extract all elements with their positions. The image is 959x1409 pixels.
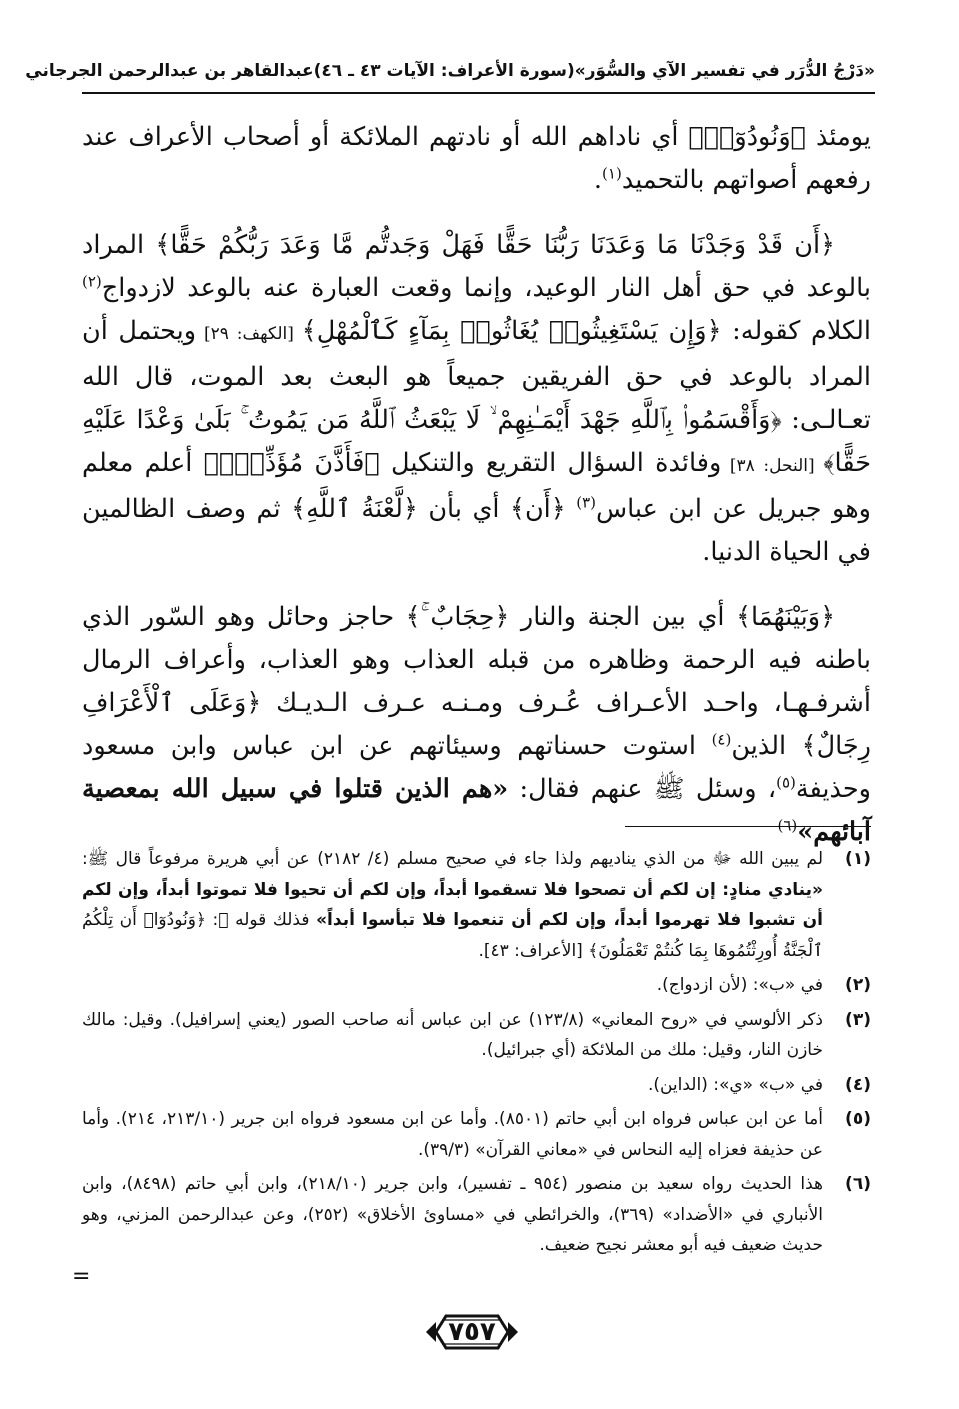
running-header	[25, 54, 875, 88]
footnote-6: (٦) هذا الحديث رواه سعيد بن منصور (٩٥٤ ـ تفسير)، وابن جرير (٢١٨/١٠)، وابن أبي حاتم (٨٤٩٨)، وابن الأنباري في «الأضداد» (٣٦٩)، والخرائطي في «مساوئ الأخلاق» (٢٥٢)، وعن عبدالرحمن المزني، وهو حديث ضعيف فيه أبو معشر نجيح ضعيف.	[82, 1169, 871, 1261]
quran-quote: ﴿وَإِن يَسْتَغِيثُوا۟ يُغَاثُوا۟ بِمَآءٍ كَٱلْمُهْلِ﴾	[301, 316, 722, 346]
quran-quote: ﴿وَبَيْنَهُمَا﴾	[736, 602, 836, 632]
header-author: عبدالقاهر بن عبدالرحمن الجرجاني	[25, 61, 314, 81]
footnotes	[82, 844, 871, 1265]
header-surah-range: (سورة الأعراف: الآيات ٤٣ ـ ٤٦)	[313, 61, 575, 81]
paragraph-2: ﴿أَن قَدْ وَجَدْنَا مَا وَعَدَنَا رَبُّنَا حَقًّا فَهَلْ وَجَدتُّم مَّا وَعَدَ رَبُّكُمْ حَقًّا﴾ المراد بالوعد في حق أهل النار الوعيد، وإنما وقعت العبارة عنه بالوعد لازدواج$^{(٢)}$ الكلام كقوله: ﴿وَإِن يَسْتَغِيثُوا۟ يُغَاثُوا۟ بِمَآءٍ كَٱلْمُهْلِ﴾ [الكهف: ٢٩] ويحتمل أن المراد بالوعد في حق الفريقين جميعاً هو البعث بعد الموت، قال الله تعـالـى: ﴿وَأَقْسَمُوا۟ بِٱللَّهِ جَهْدَ أَيْمَـٰنِهِمْ ۙ لَا يَبْعَثُ ٱللَّهُ مَن يَمُوتُ ۚ بَلَىٰ وَعْدًا عَلَيْهِ حَقًّا﴾ [النحل: ٣٨] وفائدة السؤال التقريع والتنكيل ﴿فَأَذَّنَ مُؤَذِّنٌۢ﴾ أعلم معلم وهو جبريل عن ابن عباس$^{(٣)}$ ﴿أَن﴾ أي بأن ﴿لَّعْنَةُ ٱللَّهِ﴾ ثم وصف الظالمين في الحياة الدنيا.	[82, 230, 872, 567]
footnote-number: (٥)	[845, 1109, 871, 1129]
quran-quote: ﴿لَّعْنَةُ ٱللَّهِ﴾	[291, 494, 418, 524]
main-text	[82, 116, 871, 854]
quran-quote: ﴿أَن﴾	[510, 494, 566, 524]
footnote-5: (٥) أما عن ابن عباس فرواه ابن أبي حاتم (٨٥٠١). وأما عن ابن مسعود فرواه ابن جرير (٢١٣/١٠، ٢١٤). وأما عن حذيفة فعزاه إليه النحاس في «معاني القرآن» (٣٩/٣).	[82, 1104, 871, 1165]
quran-quote: ﴿أَن قَدْ وَجَدْنَا مَا وَعَدَنَا رَبُّنَا حَقًّا فَهَلْ وَجَدتُّم مَّا وَعَدَ رَبُّكُمْ حَقًّا﴾	[155, 230, 835, 260]
footnote-number: (٦)	[845, 1174, 871, 1194]
header-book-title: «دَرْجُ الدُّرَر في تفسير الآي والسُّوَر»	[574, 61, 875, 81]
footnote-number: (٢)	[845, 975, 871, 995]
footnote-ref-3: (٣)	[576, 493, 597, 512]
surah-reference: [الأعراف: ٤٣].	[478, 940, 589, 961]
page-number-ornament	[422, 1310, 522, 1354]
quran-quote: ﴿وَنُودُوٓا۟ أَن تِلْكُمُ ٱلْجَنَّةُ أُورِثْتُمُوهَا بِمَا كُنتُمْ تَعْمَلُونَ﴾	[82, 910, 823, 961]
surah-reference: [النحل: ٣٨]	[721, 456, 824, 476]
footnote-ref-6: (٦)	[777, 816, 798, 835]
surah-reference: [الكهف: ٢٩]	[196, 324, 302, 344]
footnote-2: (٢) في «ب»: (لأن ازدواج).	[82, 970, 871, 1001]
quran-quote: ﴿وَعَلَى ٱلْأَعْرَافِ رِجَالٌ﴾	[82, 688, 871, 761]
footnote-separator	[625, 826, 871, 827]
footnote-ref-1: (١)	[602, 164, 622, 183]
footnote-1: (١) لم يبين الله ﷻ من الذي يناديهم ولذا جاء في صحيح مسلم (٤/ ٢١٨٢) عن أبي هريرة مرفوعاً قال ﷺ: «ينادي منادٍ: إن لكم أن تصحوا فلا تسقموا أبداً، وإن لكم أن تحيوا فلا تموتوا أبداً، وإن لكم أن تشبوا فلا تهرموا أبداً، وإن لكم أن تنعموا فلا تبأسوا أبداً» فذلك قوله ﷻ: ﴿وَنُودُوٓا۟ أَن تِلْكُمُ ٱلْجَنَّةُ أُورِثْتُمُوهَا بِمَا كُنتُمْ تَعْمَلُونَ﴾ [الأعراف: ٤٣].	[82, 844, 871, 966]
footnote-ref-2: (٢)	[82, 272, 102, 291]
quran-quote: ﴿فَأَذَّنَ مُؤَذِّنٌۢ﴾	[203, 448, 380, 478]
page-number: ٧٥٧	[448, 1317, 496, 1347]
hadith-quote: «ينادي منادٍ: إن لكم أن تصحوا فلا تسقموا أبداً، وإن لكم أن تحيوا فلا تموتوا أبداً، وإن لكم أن تشبوا فلا تهرموا أبداً، وإن لكم أن تنعموا فلا تبأسوا أبداً»	[82, 879, 823, 930]
header-rule	[82, 92, 875, 94]
quran-quote: ﴿حِجَابٌ ۚ﴾	[405, 602, 510, 632]
footnote-number: (١)	[845, 849, 871, 869]
footnote-4: (٤) في «ب» «ي»: (الداين).	[82, 1070, 871, 1101]
paragraph-1: يومئذ ﴿وَنُودُوٓا۟﴾ أي ناداهم الله أو نادتهم الملائكة أو أصحاب الأعراف عند رفعهم أصواتهم بالتحميد$^{(١)}$.	[82, 122, 871, 195]
footnote-3: (٣) ذكر الألوسي في «روح المعاني» (١٢٣/٨) عن ابن عباس أنه صاحب الصور (يعني إسرافيل). وقيل: مالك خازن النار، وقيل: ملك من الملائكة (أي جبرائيل).	[82, 1005, 871, 1066]
hadith-quote: «هم الذين قتلوا في سبيل الله بمعصية آبائهم»	[82, 774, 871, 847]
paragraph-3: ﴿وَبَيْنَهُمَا﴾ أي بين الجنة والنار ﴿حِجَابٌ ۚ﴾ حاجز وحائل وهو السّور الذي باطنه فيه الرحمة وظاهره من قبله العذاب وهو العذاب، وأعراف الرمال أشرفـهـا، واحـد الأعـراف عُـرف ومـنـه عـرف الـديـك ﴿وَعَلَى ٱلْأَعْرَافِ رِجَالٌ﴾ الذين$^{(٤)}$ استوت حسناتهم وسيئاتهم عن ابن عباس وابن مسعود وحذيفة$^{(٥)}$، وسئل ﷺ عنهم فقال: «هم الذين قتلوا في سبيل الله بمعصية آبائهم»$^{(٦)}$	[82, 602, 872, 847]
footnote-ref-4: (٤)	[711, 730, 732, 749]
quran-quote: ﴿وَأَقْسَمُوا۟ بِٱللَّهِ جَهْدَ أَيْمَـٰنِهِمْ ۙ لَا يَبْعَثُ ٱللَّهُ مَن يَمُوتُ ۚ بَلَىٰ وَعْدًا عَلَيْهِ حَقًّا﴾	[82, 405, 871, 478]
quran-quote: ﴿وَنُودُوٓا۟﴾	[688, 122, 806, 152]
footnote-number: (٤)	[845, 1074, 871, 1095]
continuation-mark: =	[72, 1264, 91, 1289]
footnote-number: (٣)	[845, 1009, 871, 1030]
footnote-ref-5: (٥)	[776, 773, 796, 792]
